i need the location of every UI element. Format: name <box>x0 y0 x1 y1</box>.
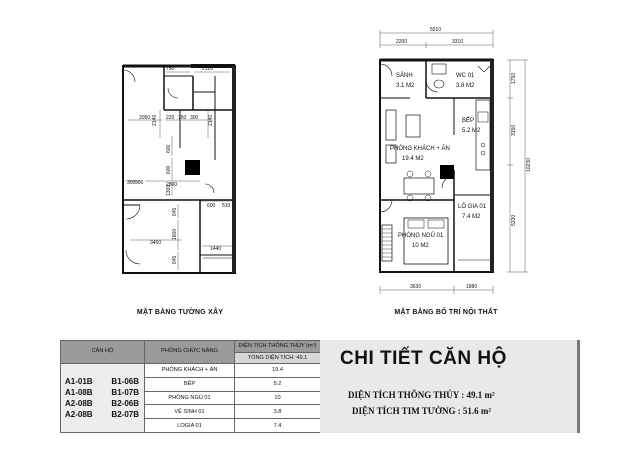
code-row: A2-08B B2-07B <box>65 409 139 419</box>
svg-text:3150: 3150 <box>511 124 517 136</box>
panel-side-bar <box>577 340 580 433</box>
svg-text:3460: 3460 <box>150 240 162 246</box>
room-area-wc: 3.8 M2 <box>456 83 475 89</box>
table-row-room: LOGIA 01 <box>145 419 235 433</box>
svg-text:1880: 1880 <box>466 284 478 290</box>
gross-area-line: DIỆN TÍCH TIM TƯỜNG : 51.6 m² <box>352 406 492 416</box>
svg-text:600: 600 <box>166 165 172 174</box>
table-row-room: PHÒNG NGỦ 01 <box>145 391 235 405</box>
right-plan-caption: MẶT BẰNG BỐ TRÍ NỘI THẤT <box>394 309 498 316</box>
panel-title: CHI TIẾT CĂN HỘ <box>340 348 507 369</box>
svg-text:645: 645 <box>172 255 178 264</box>
header-phong-chuc-nang: PHÒNG CHỨC NĂNG <box>145 341 235 364</box>
left-wall-plan <box>123 66 236 273</box>
svg-text:600: 600 <box>207 203 216 209</box>
header-can-ho: CĂN HỘ <box>61 341 145 364</box>
svg-text:750: 750 <box>166 66 175 72</box>
svg-text:2120: 2120 <box>202 66 214 72</box>
room-area-sanh: 3.1 M2 <box>396 83 415 89</box>
code-row: A2-08B B2-06B <box>65 398 139 408</box>
table-row-room: PHÒNG KHÁCH + ĂN <box>145 363 235 377</box>
room-label-bep: BẾP <box>462 118 475 124</box>
svg-text:1600: 1600 <box>172 228 178 240</box>
svg-text:2140: 2140 <box>152 114 158 126</box>
apartment-detail-panel <box>320 340 580 433</box>
svg-text:300: 300 <box>127 180 136 186</box>
svg-text:600: 600 <box>166 144 172 153</box>
svg-text:3630: 3630 <box>410 284 422 290</box>
svg-text:3310: 3310 <box>452 39 464 45</box>
table-row-area: 7.4 <box>235 419 321 433</box>
room-label-phong-ngu: PHÒNG NGỦ 01 <box>398 233 444 239</box>
svg-text:1440: 1440 <box>210 246 222 252</box>
svg-text:1300: 1300 <box>166 184 172 196</box>
svg-text:300: 300 <box>190 115 199 121</box>
total-area: TỔNG DIỆN TÍCH: 49.1 <box>235 353 321 364</box>
table-row-room: BẾP <box>145 377 235 391</box>
net-area-line: DIỆN TÍCH THÔNG THỦY : 49.1 m² <box>348 390 495 400</box>
svg-text:5330: 5330 <box>511 214 517 226</box>
apartment-area-table <box>60 340 321 433</box>
svg-text:645: 645 <box>172 207 178 216</box>
table-row-area: 10 <box>235 391 321 405</box>
svg-text:2200: 2200 <box>396 39 408 45</box>
table-row-area: 5.2 <box>235 377 321 391</box>
svg-text:2890: 2890 <box>166 182 178 188</box>
svg-text:2050: 2050 <box>139 115 151 121</box>
table-row-area: 19.4 <box>235 363 321 377</box>
code-row: A1-01B B1-06B <box>65 376 139 386</box>
room-area-logia: 7.4 M2 <box>462 214 481 220</box>
room-label-logia: LÔ GIA 01 <box>458 204 487 210</box>
table-row-room: VỆ SINH 01 <box>145 405 235 419</box>
table-row-area: 3.8 <box>235 405 321 419</box>
room-label-sanh: SẢNH <box>396 73 413 79</box>
svg-text:5510: 5510 <box>430 27 442 33</box>
room-area-bep: 5.2 M2 <box>462 128 481 134</box>
svg-text:750: 750 <box>178 115 187 121</box>
room-label-wc: WC 01 <box>456 73 475 79</box>
svg-text:510: 510 <box>222 203 231 209</box>
left-plan-caption: MẶT BẰNG TƯỜNG XÂY <box>136 309 224 316</box>
svg-text:1750: 1750 <box>511 72 517 84</box>
room-area-phong-ngu: 10 M2 <box>412 243 429 249</box>
svg-text:10230: 10230 <box>526 158 532 172</box>
header-dien-tich: DIỆN TÍCH THÔNG THỦY (m²) <box>235 341 321 353</box>
code-row: A1-08B B1-07B <box>65 387 139 397</box>
room-area-phong-khach: 19.4 M2 <box>402 156 424 162</box>
svg-text:2140: 2140 <box>208 114 214 126</box>
room-label-phong-khach: PHÒNG KHÁCH + ĂN <box>390 146 450 152</box>
svg-text:900: 900 <box>135 180 144 186</box>
right-furniture-plan <box>380 30 528 294</box>
apartment-codes <box>61 363 145 432</box>
svg-text:220: 220 <box>166 115 175 121</box>
